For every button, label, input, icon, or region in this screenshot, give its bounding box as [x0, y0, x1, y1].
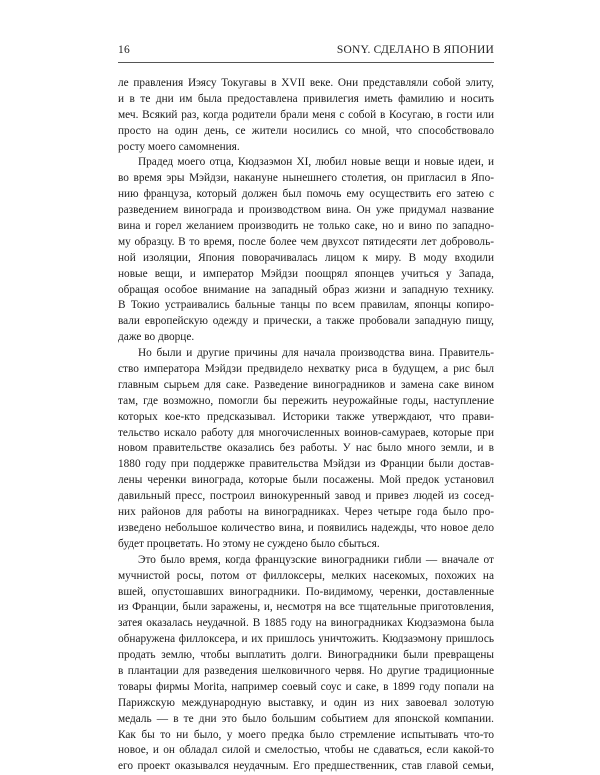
text-line: Парижскую международную выставку, и один из них завоевал золотую: [118, 696, 494, 709]
text-line: новое, и он обладал силой и смелостью, чтобы не сдаваться, если какой-то: [118, 744, 494, 757]
text-line: Прадед моего отца, Кюдзаэмон XI, любил новые вещи и новые идеи, и: [138, 156, 494, 169]
text-line: его проект оказывался неудачным. Его предшественник, став главой семьи,: [118, 760, 494, 773]
text-line: продать землю, чтобы выплатить долги. Виноградники были превращены: [118, 649, 494, 662]
text-line: в плантации для разведения шелковичного червя. Но другие традиционные: [118, 664, 494, 677]
text-line: лены черенки винограда, которые были посажены. Мой предок установил: [118, 474, 494, 487]
running-title: SONY. СДЕЛАНО В ЯПОНИИ: [336, 44, 494, 56]
page-number: 16: [118, 44, 130, 56]
text-line: ство императора Мэйдзи предвидело нехватку риса в будущем, а рис был: [118, 363, 494, 376]
text-line: во время эры Мэйдзи, накануне нынешнего столетия, он пригласил в Япо-: [118, 172, 494, 185]
text-line: тельство искало работу для многочисленных воинов-самураев, которые при: [118, 426, 494, 439]
text-line: Как бы то ни было, у моего предка было стремление испытывать что-то: [118, 728, 494, 741]
running-head: [118, 44, 494, 60]
text-line: обнаружена филлоксера, и их пришлось уничтожить. Кюдзаэмону пришлось: [118, 633, 494, 646]
text-line: росту моего самомнения.: [118, 140, 240, 153]
text-line: ле правления Иэясу Токугавы в XVII веке. Они представляли собой элиту,: [118, 77, 494, 89]
paragraph: [118, 76, 494, 155]
text-line: затея оказалась неудачной. В 1885 году на виноградниках Кюдзаэмона была: [118, 617, 494, 630]
text-line: разведением винограда и производством вина. Он уже придумал название: [118, 204, 494, 217]
text-line: Но были и другие причины для начала производства вина. Правитель-: [138, 347, 494, 360]
text-line: даже во дворце.: [118, 331, 195, 344]
text-line: вали европейскую одежду и прически, а также пробовали западную пищу,: [118, 315, 494, 328]
text-line: му образцу. В то время, после более чем двухсот пятидесяти лет доброволь-: [118, 235, 494, 248]
text-line: В Токио устраивались бальные танцы по всем правилам, японцы копиро-: [118, 299, 494, 312]
text-line: мучнистой росы, потом от филлоксеры, мелких насекомых, похожих на: [118, 569, 494, 582]
text-line: там, где возможно, помогли бы пережить неурожайные годы, наступление: [118, 394, 494, 407]
paragraph: [118, 553, 494, 775]
text-line: будет процветать. Но этому не суждено было сбыться.: [118, 537, 380, 550]
text-line: изведено небольшое количество вина, и появились надежды, что новое дело: [118, 521, 494, 534]
text-line: новые вещи, и император Мэйдзи поощрял японцев учиться у Запада,: [118, 267, 494, 280]
text-line: медаль — в те дни это было большим событием для японской компании.: [118, 712, 494, 725]
text-line: из Франции, были заражены, и, несмотря на все тщательные приготовления,: [118, 601, 494, 614]
text-line: нию француза, который должен был помочь ему осуществить его затею с: [118, 188, 494, 201]
body-text: [118, 76, 494, 775]
text-line: новом правительстве оказались без работы. У нас было много земли, и в: [118, 442, 494, 455]
text-line: обращая особое внимание на западный образ жизни и западную технику.: [118, 283, 494, 296]
paragraph: [118, 155, 494, 346]
text-line: и в те дни им была предоставлена привилегия иметь фамилию и носить: [118, 92, 494, 105]
text-line: вшей, опустошавших виноградники. По-видимому, черенки, доставленные: [118, 585, 494, 598]
text-line: главным сырьем для саке. Разведение виноградников и замена саке вином: [118, 378, 494, 391]
text-line: меч. Всякий раз, когда родители брали меня с собой в Косугаю, в гости или: [118, 108, 494, 121]
text-line: товары фирмы Morita, например соевый соус и саке, в 1899 году попали на: [118, 680, 494, 693]
paragraph: [118, 346, 494, 553]
text-line: ной изоляции, Япония поворачивалась лицом к миру. В моду входили: [118, 251, 494, 264]
text-line: давильный пресс, построил винокуренный завод и привез людей из сосед-: [118, 490, 494, 503]
text-line: просто на один день, се жители носились со мной, что способствовало: [118, 124, 494, 137]
text-line: вина и горел желанием производить не только саке, но и вино по западно-: [118, 220, 494, 233]
text-line: Это было время, когда французские виноградники гибли — вначале от: [138, 553, 494, 566]
header-rule: [118, 62, 494, 63]
text-line: них районов для работы на виноградниках. Через четыре года было про-: [118, 506, 494, 519]
text-line: которых кое-кто предсказывал. Историки также утверждают, что прави-: [118, 410, 494, 423]
text-line: 1880 году при поддержке правительства Мэйдзи из Франции были достав-: [118, 458, 494, 471]
